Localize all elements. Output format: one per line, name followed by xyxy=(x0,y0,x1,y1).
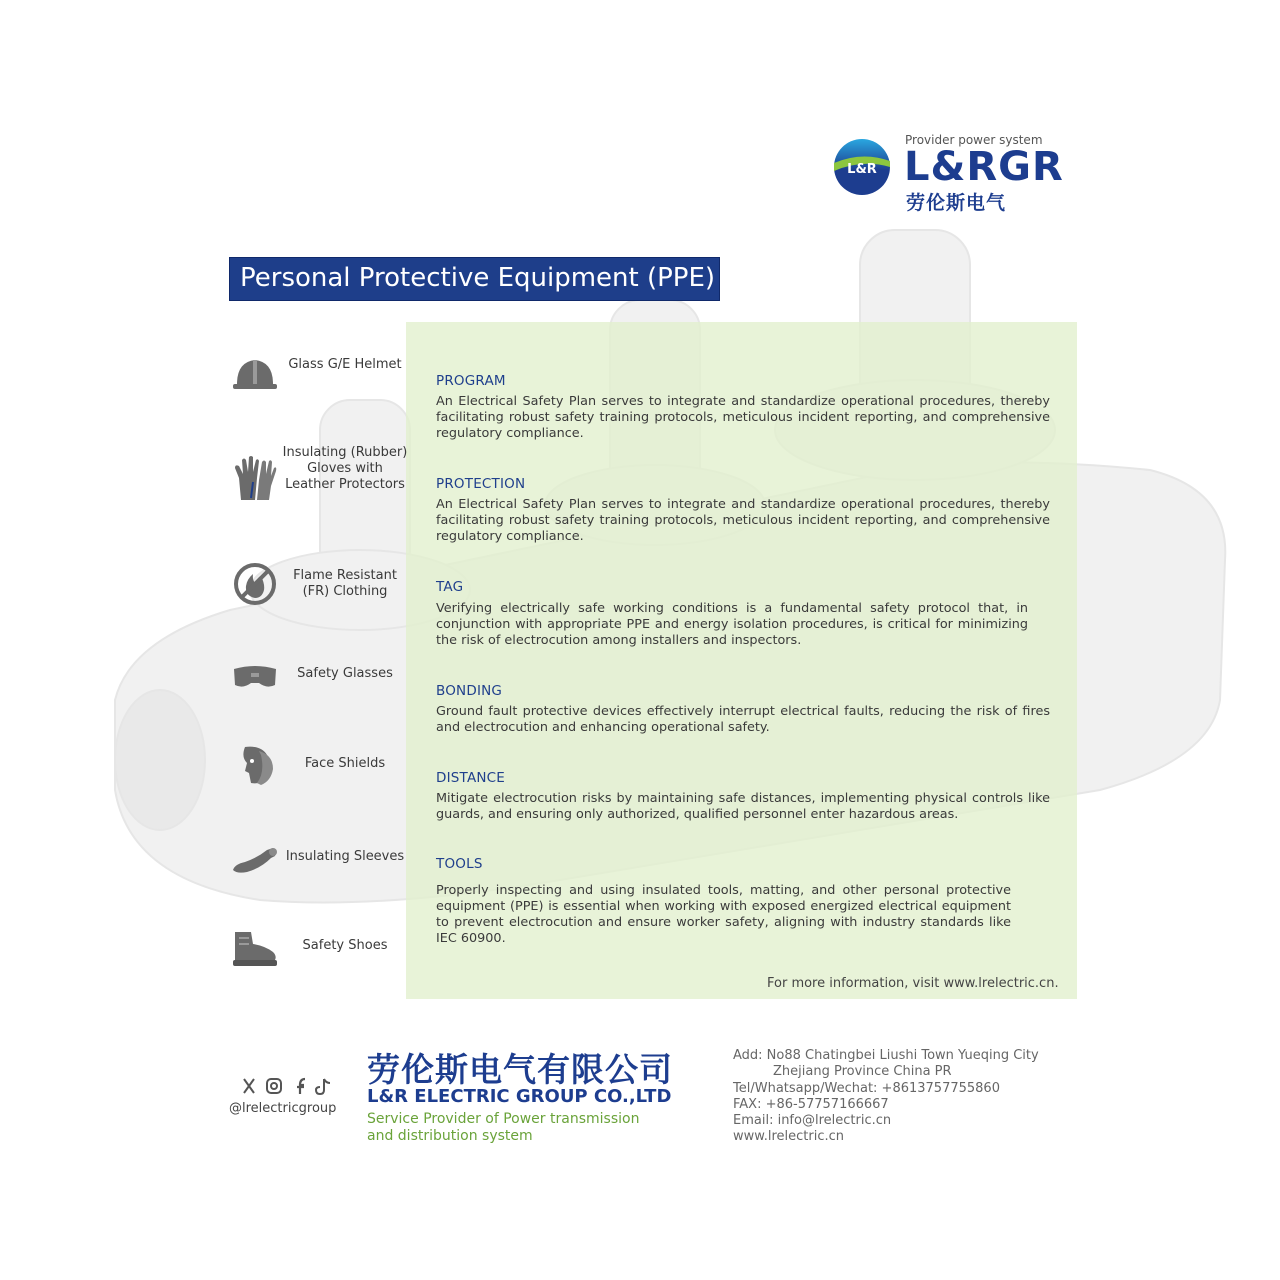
logo-chinese-name: 劳伦斯电气 xyxy=(906,192,1007,214)
logo-badge: L&R xyxy=(847,162,877,177)
sleeve-icon xyxy=(231,838,279,882)
company-tagline-line-1: Service Provider of Power transmission xyxy=(367,1111,640,1127)
section-heading-tools: TOOLS xyxy=(436,856,483,872)
ppe-label-glasses: Safety Glasses xyxy=(297,666,393,681)
ppe-label-gloves: Insulating (Rubber) Gloves with Leather Protectors xyxy=(282,445,408,492)
section-heading-protection: PROTECTION xyxy=(436,476,526,492)
section-body-tools: Properly inspecting and using insulated tools, matting, and other personal protective equipment (PPE) is essential when working with exposed energized electrical equipment to prevent electrocution and ensure worker safety, aligning with industry standards like IEC 60900. xyxy=(436,883,1011,946)
tiktok-icon[interactable] xyxy=(316,1079,330,1094)
gloves-icon xyxy=(231,454,279,502)
company-logo-icon xyxy=(832,137,892,197)
section-body-program: An Electrical Safety Plan serves to integrate and standardize operational procedures, thereby facilitating robust safety training protocols, meticulous incident reporting, and comprehensive regulatory compliance. xyxy=(436,394,1050,441)
logo-tagline: Provider power system xyxy=(905,133,1043,147)
contact-info xyxy=(733,1048,1063,1146)
company-english-name: L&R ELECTRIC GROUP CO.,LTD xyxy=(367,1086,672,1107)
contact-website[interactable]: www.lrelectric.cn xyxy=(733,1129,844,1145)
ppe-label-helmet: Glass G/E Helmet xyxy=(288,357,402,372)
page-title: Personal Protective Equipment (PPE) xyxy=(240,263,716,293)
ppe-label-sleeves: Insulating Sleeves xyxy=(285,849,405,864)
helmet-icon xyxy=(231,352,279,396)
ppe-label-flame: Flame Resistant (FR) Clothing xyxy=(293,568,397,599)
x-icon[interactable] xyxy=(244,1079,254,1093)
instagram-icon[interactable] xyxy=(267,1079,281,1093)
ppe-label-face-shield: Face Shields xyxy=(304,756,386,771)
section-body-tag: Verifying electrically safe working conditions is a fundamental safety protocol that, in conjunction with appropriate PPE and energy isolation procedures, is critical for minimizing the risk of electrocution among installers and inspectors. xyxy=(436,601,1028,648)
section-heading-tag: TAG xyxy=(436,579,464,595)
contact-email[interactable]: Email: info@lrelectric.cn xyxy=(733,1113,892,1129)
company-tagline xyxy=(367,1111,667,1145)
face-shield-icon xyxy=(231,743,279,787)
social-handle: @lrelectricgroup xyxy=(229,1101,337,1116)
section-body-bonding: Ground fault protective devices effectively interrupt electrical faults, reducing the risk of fires and electrocution and enhancing operational safety. xyxy=(436,704,1050,735)
social-links xyxy=(242,1076,337,1096)
section-heading-distance: DISTANCE xyxy=(436,770,506,786)
safety-glasses-icon xyxy=(231,655,279,699)
safety-shoe-icon xyxy=(231,926,279,970)
logo-brand: L&RGR xyxy=(904,144,1064,190)
contact-address-line-1: Add: No88 Chatingbei Liushi Town Yueqing City xyxy=(733,1048,1039,1063)
section-heading-program: PROGRAM xyxy=(436,373,506,389)
company-tagline-line-2: and distribution system xyxy=(367,1128,533,1144)
section-heading-bonding: BONDING xyxy=(436,683,503,699)
contact-phone: Tel/Whatsapp/Wechat: +8613757755860 xyxy=(733,1080,1000,1096)
company-chinese-name: 劳伦斯电气有限公司 xyxy=(367,1050,673,1089)
section-body-distance: Mitigate electrocution risks by maintaining safe distances, implementing physical controls like guards, and ensuring only authorized, qualified personnel enter hazardous areas. xyxy=(436,791,1050,822)
contact-address-line-2: Zhejiang Province China PR xyxy=(773,1064,952,1080)
facebook-icon[interactable] xyxy=(297,1079,305,1094)
flame-icon xyxy=(231,562,279,606)
footnote-link-text: For more information, visit www.lrelectric.cn. xyxy=(767,976,1059,991)
ppe-label-shoes: Safety Shoes xyxy=(302,938,388,953)
section-body-protection: An Electrical Safety Plan serves to integrate and standardize operational procedures, thereby facilitating robust safety training protocols, meticulous incident reporting, and comprehensive regulatory compliance. xyxy=(436,497,1050,544)
contact-fax: FAX: +86-57757166667 xyxy=(733,1096,889,1112)
